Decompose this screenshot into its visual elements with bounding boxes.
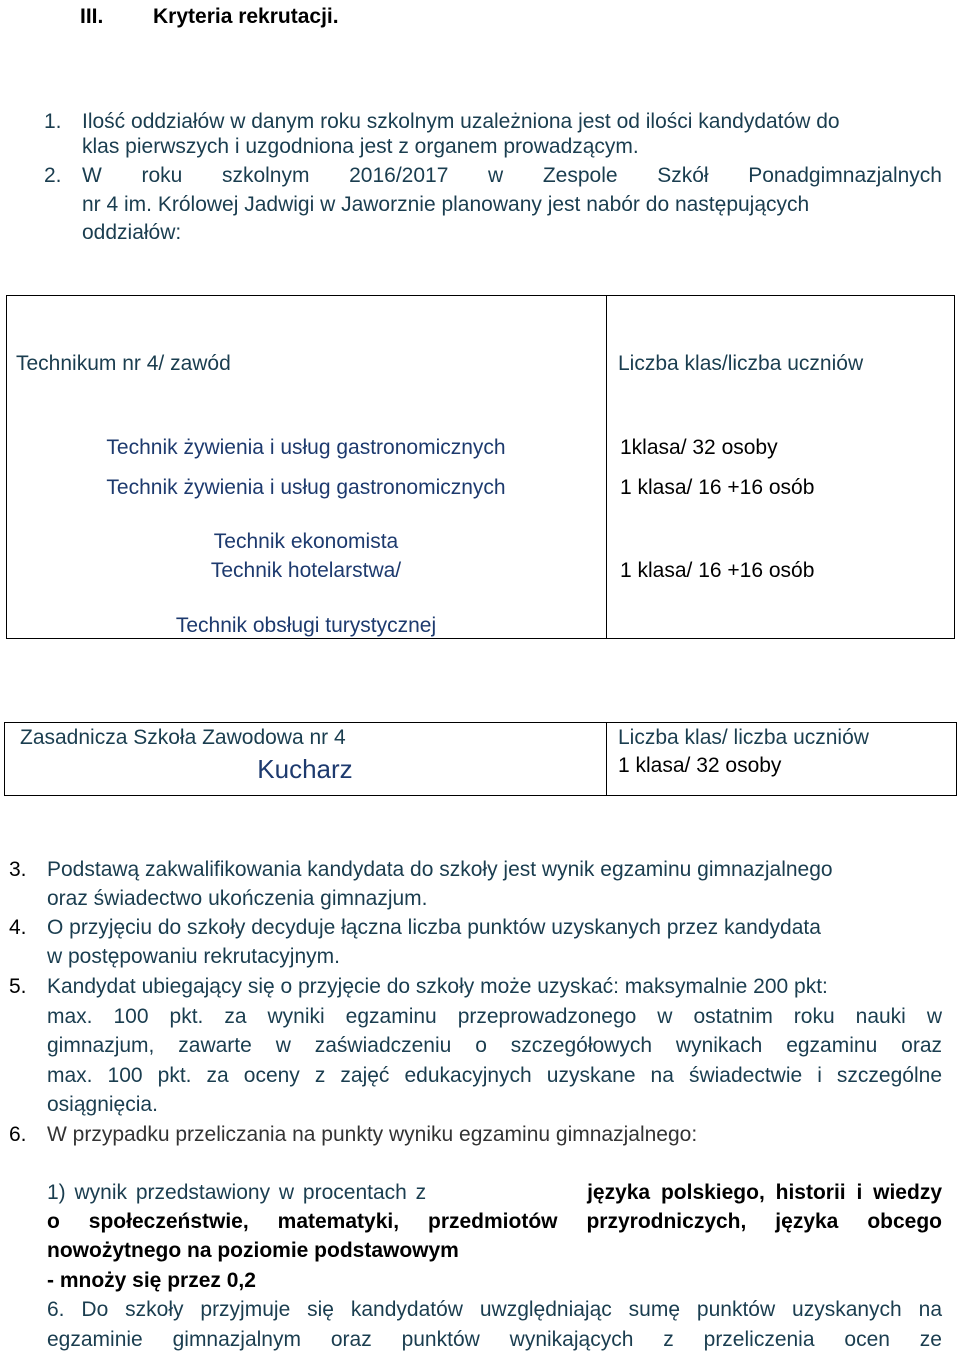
- item-1-number: 1.: [44, 110, 62, 133]
- item-1-line-1: Ilość oddziałów w danym roku szkolnym uzależniona jest od ilości kandydatów do: [82, 110, 840, 133]
- table-technikum-row-2-left: Technik żywienia i usług gastronomicznych: [106, 476, 506, 499]
- point-1-line-3: nowożytnego na poziomie podstawowym: [47, 1239, 459, 1262]
- item-3-number: 3.: [9, 858, 27, 881]
- table-technikum-row-3-right: 1 klasa/ 16 +16 osób: [620, 559, 815, 582]
- item-5-line-5: osiągnięcia.: [47, 1093, 158, 1116]
- item-4-number: 4.: [9, 916, 27, 939]
- point-1-line-1: [47, 1178, 942, 1207]
- table-technikum-header-right: Liczba klas/liczba uczniów: [618, 352, 864, 375]
- section-number: III.: [80, 5, 104, 28]
- table-technikum-border: [6, 295, 955, 639]
- table-technikum-row-1-right: 1klasa/ 32 osoby: [620, 436, 778, 459]
- item-1-line-2: klas pierwszych i uzgodniona jest z organem prowadzącym.: [82, 135, 639, 158]
- item-3-line-1: Podstawą zakwalifikowania kandydata do szkoły jest wynik egzaminu gimnazjalnego: [47, 858, 833, 881]
- point-1-line-1-normal: 1) wynik przedstawiony w procentach z: [47, 1181, 427, 1204]
- table-zsz-value-right: 1 klasa/ 32 osoby: [618, 754, 782, 777]
- table-zsz-header-right: Liczba klas/ liczba uczniów: [618, 726, 869, 749]
- item-4-line-2: w postępowaniu rekrutacyjnym.: [47, 945, 340, 968]
- item-6-line-1: W przypadku przeliczania na punkty wyniku egzaminu gimnazjalnego:: [47, 1123, 698, 1146]
- item-5-line-2: max. 100 pkt. za wyniki egzaminu przeprowadzonego w ostatnim roku nauki w: [47, 1005, 942, 1028]
- item-2-line-1: W roku szkolnym 2016/2017 w Zespole Szkół Ponadgimnazjalnych: [82, 164, 942, 187]
- item-6b-line-2: egzaminie gimnazjalnym oraz punktów wynikających z przeliczenia ocen ze: [47, 1328, 942, 1351]
- item-5-line-1: Kandydat ubiegający się o przyjęcie do szkoły może uzyskać: maksymalnie 200 pkt:: [47, 975, 828, 998]
- table-zsz-divider: [606, 722, 607, 796]
- item-6b-line-1: 6. Do szkoły przyjmuje się kandydatów uwzględniając sumę punktów uzyskanych na: [47, 1298, 942, 1321]
- table-technikum-header-left: Technikum nr 4/ zawód: [16, 352, 231, 375]
- table-technikum-row-3-left-c: Technik obsługi turystycznej: [175, 614, 437, 637]
- point-1-line-2: o społeczeństwie, matematyki, przedmiotów przyrodniczych, języka obcego: [47, 1210, 942, 1233]
- item-3-line-2: oraz świadectwo ukończenia gimnazjum.: [47, 887, 428, 910]
- item-2-number: 2.: [44, 164, 62, 187]
- section-title: Kryteria rekrutacji.: [153, 5, 339, 28]
- item-5-line-4: max. 100 pkt. za oceny z zajęć edukacyjnych uzyskane na świadectwie i szczególne: [47, 1064, 942, 1087]
- item-6-number: 6.: [9, 1123, 27, 1146]
- table-zsz-profession: Kucharz: [257, 754, 353, 784]
- table-zsz-school-name: Zasadnicza Szkoła Zawodowa nr 4: [20, 726, 346, 749]
- point-1-line-1-bold: języka polskiego, historii i wiedzy: [587, 1181, 942, 1204]
- item-4-line-1: O przyjęciu do szkoły decyduje łączna liczba punktów uzyskanych przez kandydata: [47, 916, 821, 939]
- item-2-line-2: nr 4 im. Królowej Jadwigi w Jaworznie planowany jest nabór do następujących: [82, 193, 810, 216]
- point-1-line-4: - mnoży się przez 0,2: [47, 1269, 256, 1292]
- table-technikum-row-3-left-a: Technik ekonomista: [213, 530, 399, 553]
- item-2-line-3: oddziałów:: [82, 221, 182, 244]
- table-technikum-divider: [606, 295, 607, 639]
- table-technikum-row-2-right: 1 klasa/ 16 +16 osób: [620, 476, 815, 499]
- item-5-number: 5.: [9, 975, 27, 998]
- table-technikum-row-1-left: Technik żywienia i usług gastronomicznych: [106, 436, 506, 459]
- table-technikum-row-3-left-b: Technik hotelarstwa/: [210, 559, 402, 582]
- item-5-line-3: gimnazjum, zawarte w zaświadczeniu o szczegółowych wynikach egzaminu oraz: [47, 1034, 942, 1057]
